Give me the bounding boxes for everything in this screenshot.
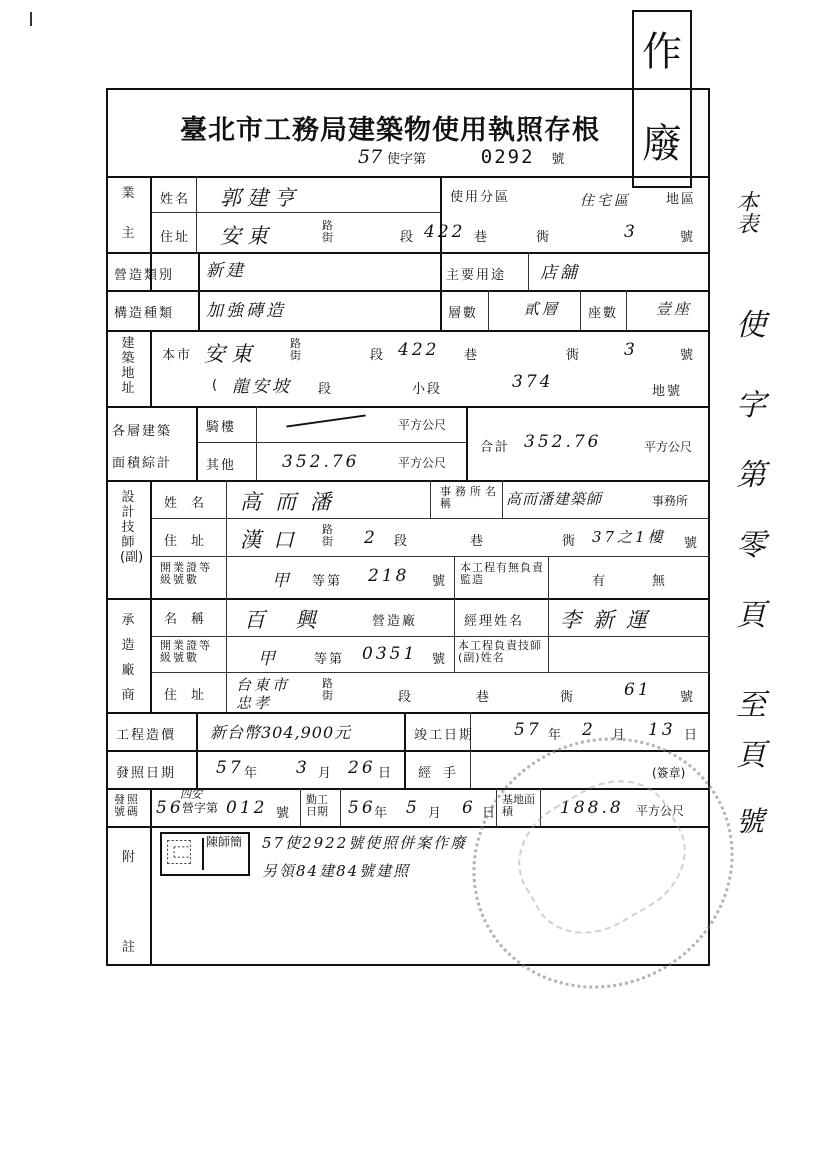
contractor-street-word: 衖 xyxy=(560,690,576,705)
issue-year-word: 年 xyxy=(244,766,260,781)
designer-section-word: 段 xyxy=(394,534,410,549)
margin-char: 本表 xyxy=(733,190,758,234)
buildings-label: 座數 xyxy=(588,306,619,321)
permit-hao: 號 xyxy=(551,152,565,167)
floors-value: 貳層 xyxy=(524,300,561,318)
total-unit: 平方公尺 xyxy=(644,440,693,454)
site-section-word: 段 xyxy=(370,348,386,363)
main-purpose-label: 主要用途 xyxy=(446,268,507,283)
road-label: 路街 xyxy=(322,219,333,244)
contractor-address-city: 台東市 xyxy=(236,676,291,694)
designer-address-section: 2 xyxy=(364,528,378,548)
owner-section-label-2: 主 xyxy=(121,226,135,241)
site-hao: 號 xyxy=(680,348,696,363)
start-year-word: 年 xyxy=(374,806,390,821)
remarks-line-2: 另領84建84號建照 xyxy=(262,862,411,880)
sign-label: (簽章) xyxy=(652,766,686,780)
office-suffix: 事務所 xyxy=(652,494,689,508)
start-year: 56 xyxy=(348,798,376,818)
sub-section-word: 小段 xyxy=(412,382,443,397)
site-lane-word: 巷 xyxy=(464,348,480,363)
lot-no: 374 xyxy=(512,372,554,392)
buildings-value: 壹座 xyxy=(656,300,693,318)
site-road-label: 路街 xyxy=(290,337,301,362)
owner-lane-no: 422 xyxy=(424,222,466,242)
land-section: 龍安坡 xyxy=(232,377,292,397)
permit-hao-2: 號 xyxy=(276,806,292,821)
handler-label: 經手 xyxy=(418,766,469,781)
permit-note: 四安 xyxy=(180,788,202,801)
remarks-line-1: 57使2922號使照併案作廢 xyxy=(262,834,468,852)
owner-no: 3 xyxy=(624,222,638,242)
start-day-word: 日 xyxy=(482,806,498,821)
issue-year: 57 xyxy=(216,758,244,778)
completion-month: 2 xyxy=(582,720,596,740)
contractor-section-label: 承造廠商 xyxy=(121,613,135,703)
other-label: 其他 xyxy=(206,458,237,473)
designer-name: 高而潘 xyxy=(240,490,345,514)
permit-no: 0292 xyxy=(480,146,535,168)
designer-license-label: 開業證等級號數 xyxy=(160,561,212,586)
other-unit: 平方公尺 xyxy=(398,456,447,470)
permit-word-2: 營字第 xyxy=(182,801,219,815)
contractor-lane-word: 巷 xyxy=(476,690,492,705)
site-lane-no: 422 xyxy=(398,340,440,360)
zoning-label: 使用分區 xyxy=(450,190,511,205)
designer-name-label: 姓名 xyxy=(164,496,219,511)
seal-stamp-text: 陳師簡 xyxy=(206,835,243,849)
zoning-value: 住宅區 xyxy=(580,193,631,209)
contractor-address-road: 忠孝 xyxy=(236,694,273,712)
completion-year: 57 xyxy=(514,720,542,740)
lane-word: 巷 xyxy=(474,230,490,245)
construction-type-value: 新建 xyxy=(206,261,246,281)
remarks-label-2: 註 xyxy=(122,940,138,955)
site-label: 建築地址 xyxy=(121,336,135,396)
contractor-address-label: 住址 xyxy=(164,688,219,703)
permit-word: 使字第 xyxy=(386,152,426,167)
other-area: 352.76 xyxy=(282,452,360,472)
site-area-label: 基地面積 xyxy=(502,793,535,818)
issue-month-word: 月 xyxy=(318,766,334,781)
designer-lane-word: 巷 xyxy=(470,534,486,549)
site-no: 3 xyxy=(624,340,638,360)
total-area: 352.76 xyxy=(524,432,602,452)
supervise-label: 本工程有無負責監造 xyxy=(460,561,544,586)
contractor-license-label: 開業證等級號數 xyxy=(160,639,212,664)
area-label-bottom: 面積綜計 xyxy=(112,456,173,471)
designer-license-word: 等第 xyxy=(312,574,343,589)
contractor-license-word: 等第 xyxy=(314,652,345,667)
lot-word: 地號 xyxy=(652,384,683,399)
section-word: 段 xyxy=(400,230,416,245)
designer-hao: 號 xyxy=(684,536,700,551)
contractor-hao: 號 xyxy=(680,690,696,705)
permit-no-2: 012 xyxy=(226,798,268,818)
margin-char: 號 xyxy=(736,805,765,838)
contractor-no: 61 xyxy=(624,680,652,700)
margin-char: 使 xyxy=(736,308,766,343)
hao-word: 號 xyxy=(680,230,696,245)
office-label: 事務所名稱 xyxy=(440,485,500,510)
structure-label: 構造種類 xyxy=(114,306,175,321)
contractor-name: 百興 xyxy=(244,608,346,632)
manager-name: 李新運 xyxy=(560,608,659,632)
zoning-suffix: 地區 xyxy=(666,192,697,207)
designer-address-road: 漢口 xyxy=(240,528,306,552)
issue-day: 26 xyxy=(348,758,376,778)
scan-mark xyxy=(30,12,32,26)
supervise-yes: 有 xyxy=(592,574,608,589)
cost-label: 工程造價 xyxy=(116,728,177,743)
permit-year: 57 xyxy=(358,146,383,168)
land-section-word: 段 xyxy=(318,382,334,397)
issue-month: 3 xyxy=(296,758,310,778)
designer-license-grade: 甲 xyxy=(272,571,292,591)
site-paren: ( xyxy=(212,378,220,393)
completion-year-word: 年 xyxy=(548,728,564,743)
owner-name-label: 姓名 xyxy=(160,192,191,207)
margin-char: 零 xyxy=(736,528,766,563)
void-stamp-char-2: 廢 xyxy=(642,121,682,167)
completion-day-word: 日 xyxy=(684,728,700,743)
arcade-label: 騎樓 xyxy=(206,420,237,435)
factory-word: 營造廠 xyxy=(372,614,418,629)
contractor-section-word: 段 xyxy=(398,690,414,705)
designer-license-hao: 號 xyxy=(432,574,448,589)
permit-no-label: 發照號碼 xyxy=(114,793,140,818)
total-label: 合計 xyxy=(480,440,511,455)
floors-label: 層數 xyxy=(448,306,479,321)
start-day: 6 xyxy=(462,798,476,818)
form-title: 臺北市工務局建築物使用執照存根 xyxy=(180,115,600,146)
office-value: 高而潘建築師 xyxy=(506,490,603,508)
tech-label: 本工程負責技師(副)姓名 xyxy=(458,639,542,664)
contractor-name-label: 名稱 xyxy=(164,612,219,627)
area-label-top: 各層建築 xyxy=(112,424,173,439)
structure-value: 加強磚造 xyxy=(206,301,286,321)
owner-section-label-1: 業 xyxy=(121,186,135,201)
owner-name: 郭建亨 xyxy=(220,186,301,210)
cost-value: 新台幣304,900元 xyxy=(210,723,352,742)
completion-month-word: 月 xyxy=(612,728,628,743)
arcade-unit: 平方公尺 xyxy=(398,418,447,432)
seal-stamp xyxy=(160,832,250,876)
start-month-word: 月 xyxy=(428,806,444,821)
site-street-word: 衖 xyxy=(566,348,582,363)
designer-section-label: 設計技師(副) xyxy=(120,490,144,565)
owner-address-road: 安東 xyxy=(220,224,274,248)
remarks-label-1: 附 xyxy=(122,850,138,865)
construction-type-label: 營造類別 xyxy=(114,268,175,283)
contractor-road-label: 路街 xyxy=(322,677,333,702)
contractor-license-no: 0351 xyxy=(362,644,418,664)
completion-label: 竣工日期 xyxy=(414,728,475,743)
margin-char: 字 xyxy=(736,388,766,423)
designer-street-word: 衖 xyxy=(562,534,578,549)
seal-left: ⿷ xyxy=(166,838,204,870)
designer-address-no: 37之1樓 xyxy=(592,528,666,546)
completion-day: 13 xyxy=(648,720,676,740)
designer-road-label: 路街 xyxy=(322,523,333,548)
start-date-label: 勤工日期 xyxy=(306,793,328,818)
designer-license-no: 218 xyxy=(368,566,410,586)
issue-day-word: 日 xyxy=(378,766,394,781)
contractor-license-hao: 號 xyxy=(432,652,448,667)
void-stamp-char-1: 作 xyxy=(642,29,682,75)
manager-label: 經理姓名 xyxy=(464,614,525,629)
supervise-no: 無 xyxy=(652,574,668,589)
main-purpose-value: 店舖 xyxy=(540,263,580,283)
street-word: 衖 xyxy=(536,230,552,245)
start-month: 5 xyxy=(406,798,420,818)
site-area-unit: 平方公尺 xyxy=(636,804,685,818)
margin-char: 頁 xyxy=(736,598,766,633)
site-road: 安東 xyxy=(204,342,258,366)
site-area-value: 188.8 xyxy=(560,798,624,818)
margin-char: 至 xyxy=(736,688,766,723)
designer-address-label: 住址 xyxy=(164,534,219,549)
issue-date-label: 發照日期 xyxy=(116,766,177,781)
right-margin-note xyxy=(730,190,790,850)
owner-address-label: 住址 xyxy=(160,230,191,245)
site-city-word: 本市 xyxy=(162,348,193,363)
margin-char: 第 xyxy=(736,458,766,493)
permit-year-2: 56 xyxy=(156,798,184,818)
margin-char: 頁 xyxy=(736,738,766,773)
contractor-license-grade: 甲 xyxy=(258,649,278,669)
